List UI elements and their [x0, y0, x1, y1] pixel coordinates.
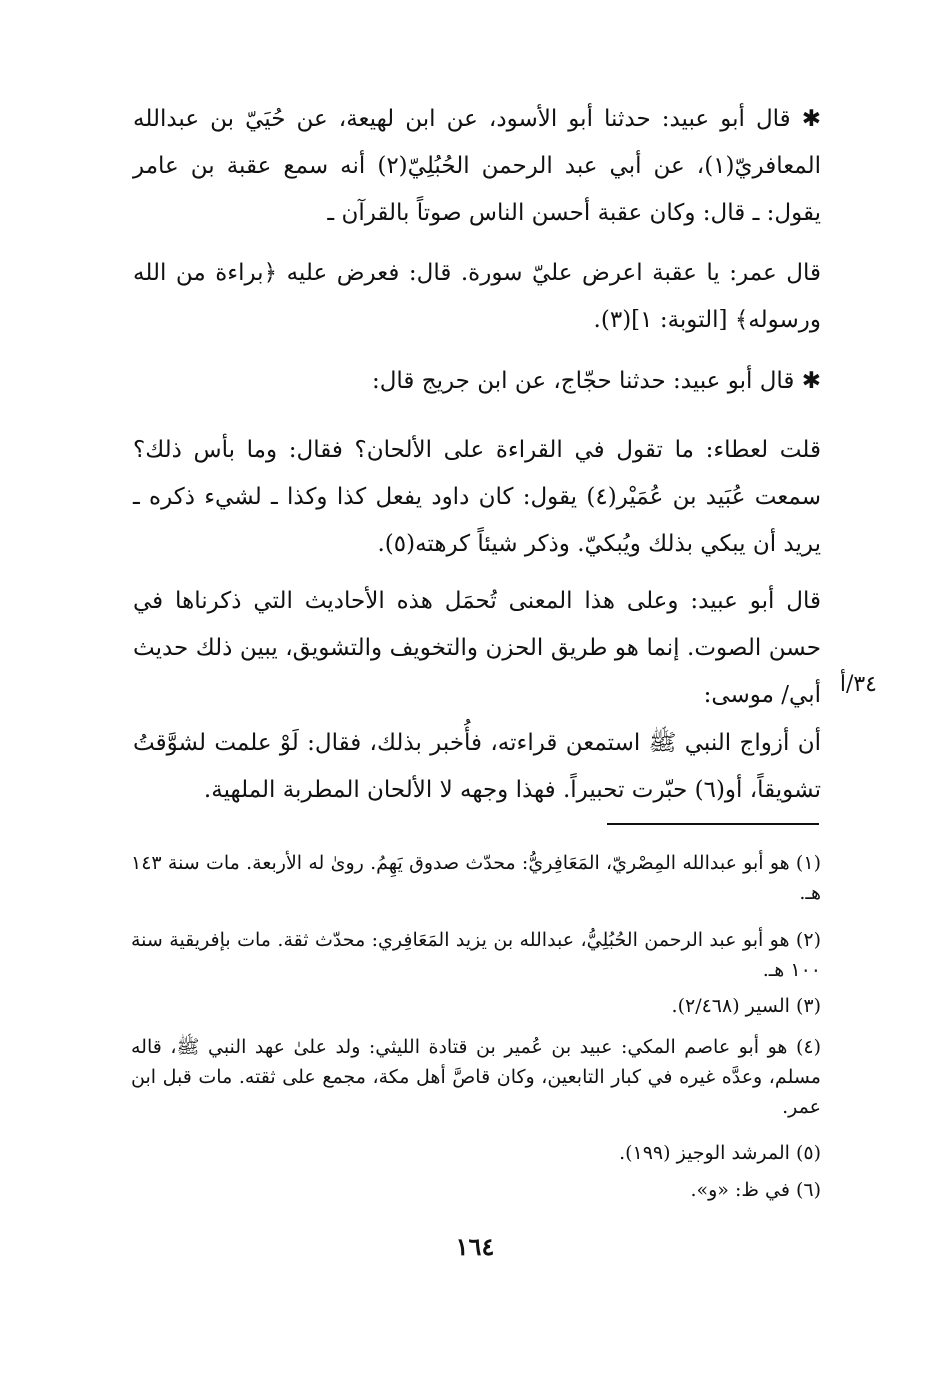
footnote-3: (٣) السير (٢/٤٦٨). — [671, 995, 821, 1017]
paragraph-wives-of-prophet: أن أزواج النبي ﷺ استمعن قراءته، فأُخبر بذلك، فقال: لَوْ علمت لشوَّقتُ تشويقاً، أو(٦) حبّرت تحبيراً. فهذا وجهه لا الألحان المطربة الملهية. — [133, 730, 821, 803]
paragraph-umar: قال عمر: يا عقبة اعرض عليّ سورة. قال: فعرض عليه ﴿براءة من الله ورسوله﴾ [التوبة: ١](٣). — [133, 260, 821, 333]
paragraph-abu-ubaid: قال أبو عبيد: وعلى هذا المعنى تُحمَل هذه الأحاديث التي ذكرناها في حسن الصوت. إنما هو طريق الحزن والتخويف والتشويق، يبين ذلك حديث أبي/ موسى: — [133, 588, 821, 708]
paragraph-ata: قلت لعطاء: ما تقول في القراءة على الألحان؟ فقال: وما بأس ذلك؟ سمعت عُبَيد بن عُمَيْر(٤) يقول: كان داود يفعل كذا وكذا ـ لشيء ذكره ـ يريد أن يبكي بذلك ويُبكيّ. وذكر شيئاً كرهته(٥). — [133, 437, 821, 557]
footnote-5: (٥) المرشد الوجيز (١٩٩). — [619, 1142, 821, 1164]
footnote-1: (١) هو أبو عبدالله المِصْريّ، المَعَافِريُّ: محدّث صدوق يَهِمُ. روىٰ له الأربعة. مات سنة ١٤٣ هـ. — [131, 852, 821, 904]
paragraph-hadith-uqba: ✱ قال أبو عبيد: حدثنا أبو الأسود، عن ابن لهيعة، عن حُيَيّ بن عبدالله المعافريّ(١)، عن أبي عبد الرحمن الحُبُلِيّ(٢) أنه سمع عقبة بن عامر يقول: ـ قال: وكان عقبة أحسن الناس صوتاً بالقرآن ـ — [133, 106, 821, 226]
page-number: ١٦٤ — [455, 1232, 495, 1261]
footnote-divider — [607, 823, 819, 825]
paragraph-hajjaj: ✱ قال أبو عبيد: حدثنا حجّاج، عن ابن جريج قال: — [371, 368, 821, 394]
footnote-4: (٤) هو أبو عاصم المكي: عبيد بن عُمير بن قتادة الليثي: ولد علىٰ عهد النبي ﷺ، قاله مسلم، وعدَّه غيره في كبار التابعين، وكان قاصَّ أهل مكة، مجمع على ثقته. مات قبل ابن عمر. — [131, 1036, 821, 1118]
footnote-2: (٢) هو أبو عبد الرحمن الحُبُلِيُّ، عبدالله بن يزيد المَعَافِري: محدّث ثقة. مات بإفريقية سنة ١٠٠ هـ. — [131, 929, 821, 981]
footnote-6: (٦) في ظ: «و». — [690, 1179, 821, 1201]
manuscript-folio-marker: ٣٤/أ — [839, 672, 877, 697]
